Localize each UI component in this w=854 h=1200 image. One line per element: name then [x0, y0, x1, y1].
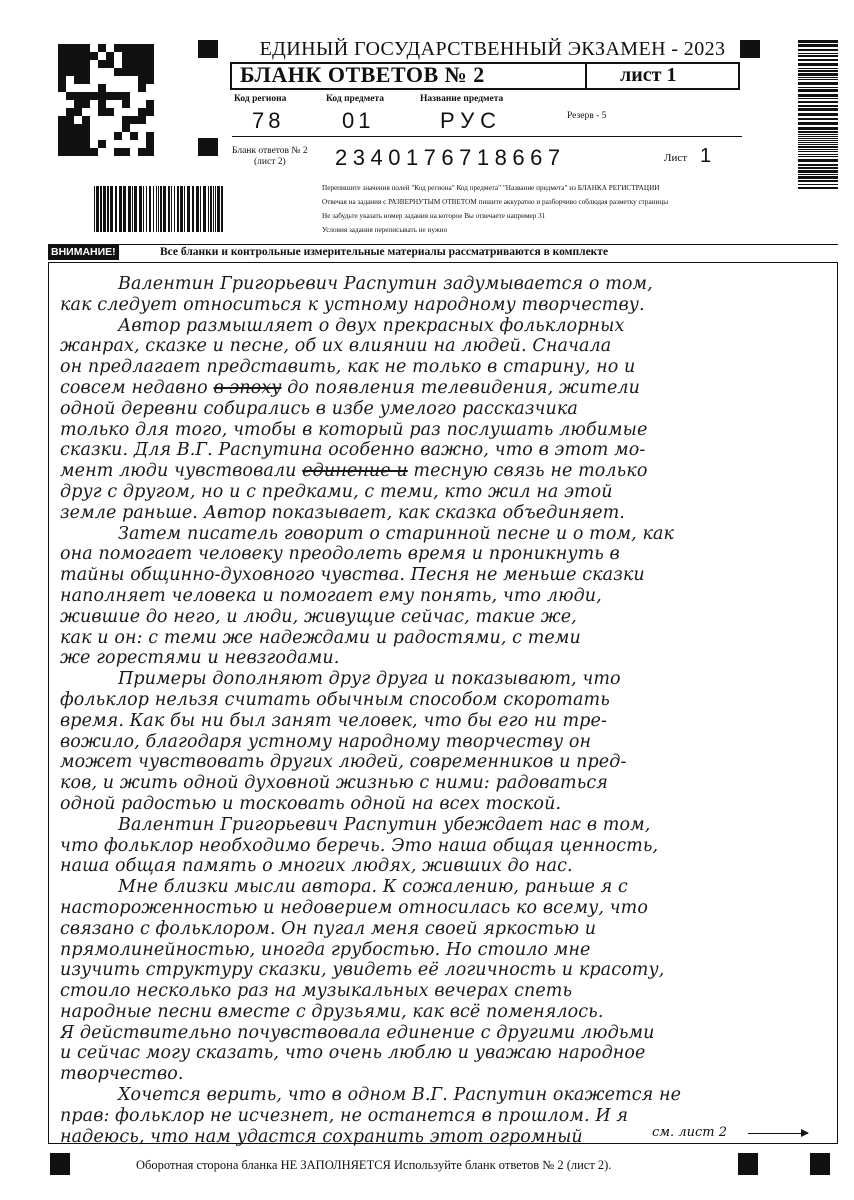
region-code: 78 — [252, 108, 285, 133]
subject-code: 01 — [342, 108, 375, 133]
instruction-line: Условия задания переписывать не нужно — [322, 226, 448, 234]
answer-line: прав: фольклор не исчезнет, не останется в прошлом. И я — [60, 1105, 629, 1126]
subject-code-label: Код предмета — [326, 94, 384, 104]
answer-line: он предлагает представить, как не только в старину, но и — [60, 357, 636, 378]
answer-line: Валентин Григорьевич Распутин задумывается о том, — [118, 274, 653, 294]
instruction-line: Перепишите значения полей "Код региона" Код предмета" "Название предмета" из БЛАНКА РЕГИСТРАЦИИ — [322, 184, 660, 192]
answer-line: земле раньше. Автор показывает, как сказка объединяет. — [60, 502, 625, 523]
arrow-right-icon — [748, 1133, 808, 1134]
exam-title: ЕДИНЫЙ ГОСУДАРСТВЕННЫЙ ЭКЗАМЕН - 2023 — [259, 38, 726, 60]
region-label: Код региона — [234, 94, 287, 104]
answer-line: только для того, чтобы в который раз послушать любимые — [60, 419, 648, 440]
sheet-number: 1 — [700, 145, 712, 167]
subject-name-label: Название предмета — [420, 94, 504, 104]
answer-line: она помогает человеку преодолеть время и проникнуть в — [60, 544, 620, 565]
barcode-icon — [94, 186, 225, 232]
answer-line: Примеры дополняют друг друга и показывают, что — [118, 669, 621, 690]
answer-line: Автор размышляет о двух прекрасных фольклорных — [118, 315, 625, 336]
instruction-line: Не забудьте указать номер задания на которое Вы отвечаете например 31 — [322, 212, 546, 220]
handwritten-answer — [60, 274, 830, 1147]
struck-text: единение и — [302, 461, 408, 482]
answer-line: настороженностью и недоверием относилась ко всему, что — [60, 897, 648, 918]
answer-line: одной деревни собирались в избе умелого рассказчика — [60, 398, 578, 419]
registration-mark — [50, 1153, 70, 1175]
answer-line: вожило, благодаря устному народному творчеству он — [60, 731, 592, 752]
registration-mark — [198, 138, 218, 156]
answer-line: совсем недавно в эпоху до появления телевидения, жители — [60, 377, 641, 398]
divider — [232, 136, 742, 137]
answer-line: сказки. Для В.Г. Распутина особенно важно, что в этот мо- — [60, 440, 646, 461]
blank-number: 2340176718667 — [335, 145, 566, 170]
blank-title: БЛАНК ОТВЕТОВ № 2 — [240, 62, 485, 87]
sheet-title: лист 1 — [620, 64, 677, 86]
answer-line: народные песни вместе с друзьями, как всё поменялось. — [60, 1001, 604, 1022]
struck-text: в эпоху — [213, 377, 282, 398]
answer-line: жанрах, сказке и песне, об их влиянии на людей. Сначала — [60, 336, 612, 357]
reserve-field: Резерв - 5 — [567, 111, 607, 121]
answer-line: Мне близки мысли автора. К сожалению, раньше я с — [118, 877, 628, 898]
instruction-line: Отвечая на задания с РАЗВЕРНУТЫМ ОТВЕТОМ пишите аккуратно и разборчиво соблюдая разметку страницы — [322, 198, 669, 206]
answer-line: надеюсь, что нам удастся сохранить этот огромный — [60, 1126, 583, 1147]
answer-line: Хочется верить, что в одном В.Г. Распутин окажется не — [118, 1085, 682, 1106]
attention-tag: ВНИМАНИЕ! — [48, 245, 119, 260]
answer-line: тайны общинно-духовного чувства. Песня не меньше сказки — [60, 565, 645, 586]
answer-line: фольклор нельзя считать обычным способом скоротать — [60, 689, 610, 710]
answer-line: Валентин Григорьевич Распутин убеждает нас в том, — [118, 814, 651, 835]
sheet-label: Лист — [664, 152, 688, 164]
answer-line: прямолинейностью, иногда грубостью. Но стоило мне — [60, 939, 591, 960]
answer-line: творчество. — [60, 1064, 184, 1085]
barcode-icon — [798, 40, 838, 191]
answer-line: жившие до него, и люди, живущие сейчас, такие же, — [60, 606, 577, 627]
answer-line: как следует относиться к устному народному творчеству. — [60, 294, 645, 315]
registration-mark — [740, 40, 760, 58]
answer-line: Затем писатель говорит о старинной песне и о том, как — [118, 523, 675, 544]
answer-line: мент люди чувствовали единение и тесную связь не только — [60, 461, 648, 482]
answer-line: изучить структуру сказки, увидеть её логичность и красоту, — [60, 960, 665, 981]
subject-name: РУС — [440, 108, 503, 133]
answer-line: одной радостью и тосковать одной на всех тоской. — [60, 793, 562, 814]
answer-line: стоило несколько раз на музыкальных вечерах спеть — [60, 981, 573, 1002]
answer-line: и сейчас могу сказать, что очень люблю и уважаю народное — [60, 1043, 646, 1064]
blank2-label: Бланк ответов № 2 (лист 2) — [232, 146, 308, 167]
attention-bar — [48, 244, 838, 260]
footer-note: Оборотная сторона бланка НЕ ЗАПОЛНЯЕТСЯ Используйте бланк ответов № 2 (лист 2). — [136, 1158, 612, 1172]
registration-mark — [738, 1153, 758, 1175]
answer-line: ков, и жить одной духовной жизнью с ними: радоваться — [60, 773, 608, 794]
answer-line: же горестями и невзгодами. — [60, 648, 340, 669]
registration-mark — [810, 1153, 830, 1175]
answer-line: что фольклор необходимо беречь. Это наша общая ценность, — [60, 835, 659, 856]
answer-line: связано с фольклором. Он пугал меня своей яркостью и — [60, 918, 597, 939]
answer-line: наполняет человека и помогает ему понять, что люди, — [60, 585, 602, 606]
answer-line: время. Как бы ни был занят человек, что бы его ни тре- — [60, 710, 607, 731]
answer-line: друг с другом, но и с предками, с теми, кто жил на этой — [60, 481, 613, 502]
continuation-note: см. лист 2 — [652, 1125, 727, 1140]
qr-code-icon — [58, 44, 154, 156]
registration-mark — [198, 40, 218, 58]
answer-line: как и он: с теми же надеждами и радостями, с теми — [60, 627, 581, 648]
attention-text: Все бланки и контрольные измерительные материалы рассматриваются в комплекте — [160, 246, 609, 258]
answer-line: Я действительно почувствовала единение с другими людьми — [60, 1022, 655, 1043]
answer-line: наша общая память о многих людях, живших до нас. — [60, 856, 573, 877]
answer-line: может чувствовать других людей, современников и пред- — [60, 752, 627, 773]
